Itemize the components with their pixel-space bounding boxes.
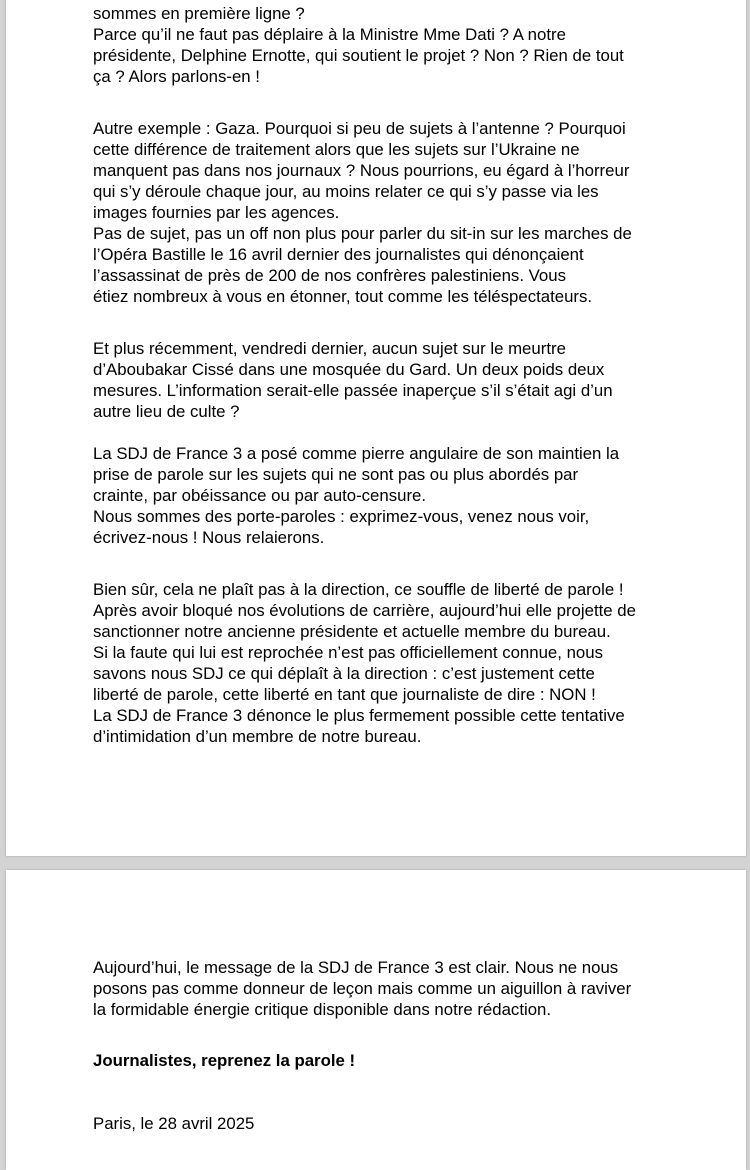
text-line: la formidable énergie critique disponible dans notre rédaction.: [93, 1000, 552, 1019]
text-line: posons pas comme donneur de leçon mais comme un aiguillon à raviver: [93, 979, 632, 998]
text-line: Parce qu’il ne faut pas déplaire à la Ministre Mme Dati ? A notre: [93, 25, 566, 44]
signature-text: Paris, le 28 avril 2025: [93, 1114, 255, 1133]
text-line: liberté de parole, cette liberté en tant que journaliste de dire : NON !: [93, 685, 596, 704]
text-line: Aujourd’hui, le message de la SDJ de France 3 est clair. Nous ne nous: [93, 958, 619, 977]
paragraph-closing: [93, 957, 693, 1020]
text-line: étiez nombreux à vous en étonner, tout comme les téléspectateurs.: [93, 287, 593, 306]
text-line: qui s’y déroule chaque jour, au moins relater ce qui s’y passe via les: [93, 182, 599, 201]
text-line: crainte, par obéissance ou par auto-censure.: [93, 486, 427, 505]
paragraph-direction: [93, 579, 693, 747]
text-line: ça ? Alors parlons-en !: [93, 67, 260, 86]
paragraph-gaza: [93, 118, 693, 307]
document-page-1: [6, 0, 746, 856]
slogan-text: Journalistes, reprenez la parole !: [93, 1051, 356, 1070]
text-line: sanctionner notre ancienne présidente et actuelle membre du bureau.: [93, 622, 611, 641]
text-line: écrivez-nous ! Nous relaierons.: [93, 528, 325, 547]
text-line: Pas de sujet, pas un off non plus pour parler du sit-in sur les marches de: [93, 224, 632, 243]
paragraph-sdj-role: [93, 443, 693, 548]
text-line: La SDJ de France 3 dénonce le plus fermement possible cette tentative: [93, 706, 625, 725]
text-line: cette différence de traitement alors que les sujets sur l’Ukraine ne: [93, 140, 580, 159]
text-line: Bien sûr, cela ne plaît pas à la direction, ce souffle de liberté de parole !: [93, 580, 624, 599]
slogan: [93, 1050, 693, 1071]
text-line: La SDJ de France 3 a posé comme pierre angulaire de son maintien la: [93, 444, 620, 463]
text-line: Nous sommes des porte-paroles : exprimez-vous, venez nous voir,: [93, 507, 590, 526]
text-line: Et plus récemment, vendredi dernier, aucun sujet sur le meurtre: [93, 339, 566, 358]
text-line: images fournies par les agences.: [93, 203, 340, 222]
paragraph-intro-questions: [93, 3, 693, 87]
text-line: manquent pas dans nos journaux ? Nous pourrions, eu égard à l’horreur: [93, 161, 630, 180]
document-page-2: [6, 870, 746, 1170]
text-line: mesures. L’information serait-elle passée inaperçue s’il s’était agi d’un: [93, 381, 613, 400]
text-line: autre lieu de culte ?: [93, 402, 240, 421]
text-line: Après avoir bloqué nos évolutions de carrière, aujourd’hui elle projette de: [93, 601, 636, 620]
text-line: l’Opéra Bastille le 16 avril dernier des journalistes qui dénonçaient: [93, 245, 584, 264]
text-line: Si la faute qui lui est reprochée n’est pas officiellement connue, nous: [93, 643, 603, 662]
text-line: d’intimidation d’un membre de notre bureau.: [93, 727, 422, 746]
text-line: présidente, Delphine Ernotte, qui soutient le projet ? Non ? Rien de tout: [93, 46, 624, 65]
text-line: d’Aboubakar Cissé dans une mosquée du Gard. Un deux poids deux: [93, 360, 605, 379]
text-line: l’assassinat de près de 200 de nos confrères palestiniens. Vous: [93, 266, 566, 285]
signature-date: [93, 1113, 693, 1134]
text-line: sommes en première ligne ?: [93, 4, 305, 23]
text-line: Autre exemple : Gaza. Pourquoi si peu de sujets à l’antenne ? Pourquoi: [93, 119, 626, 138]
text-line: savons nous SDJ ce qui déplaît à la direction : c’est justement cette: [93, 664, 595, 683]
paragraph-mosque: [93, 338, 693, 422]
text-line: prise de parole sur les sujets qui ne sont pas ou plus abordés par: [93, 465, 579, 484]
